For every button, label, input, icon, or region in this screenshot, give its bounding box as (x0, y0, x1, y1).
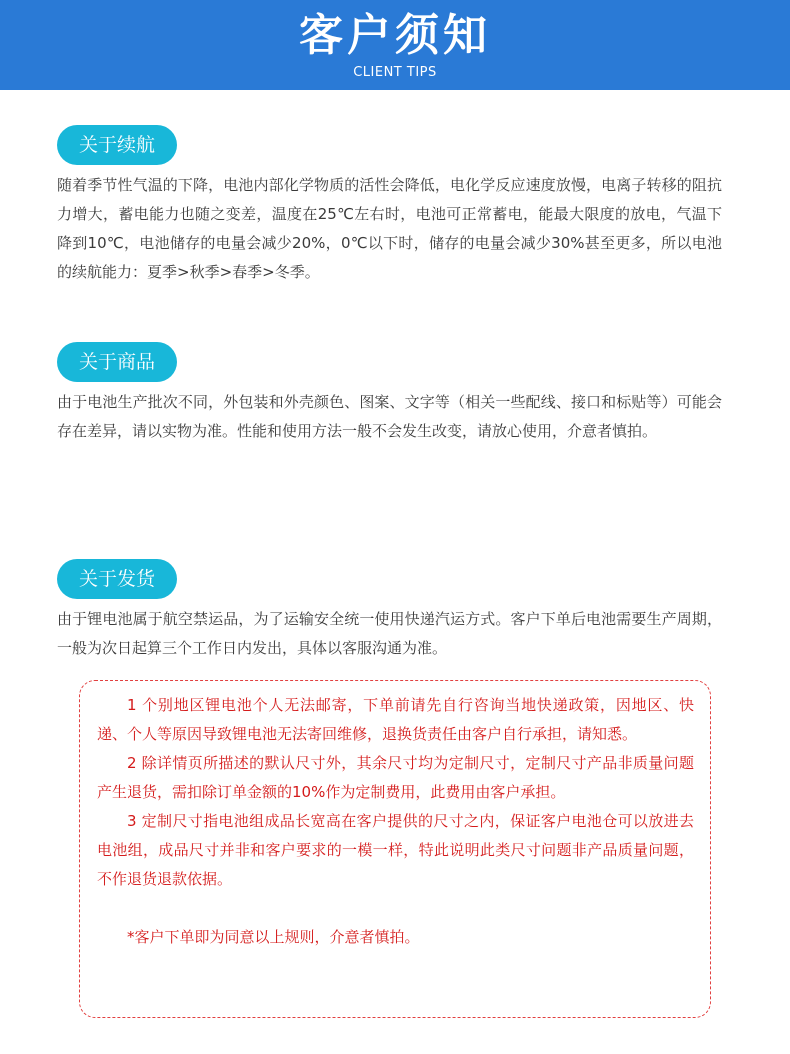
section-paragraph: 随着季节性气温的下降，电池内部化学物质的活性会降低，电化学反应速度放慢，电离子转移的阻抗力增大，蓄电能力也随之变差，温度在25℃左右时，电池可正常蓄电，能最大限度的放电，气温下降到10℃，电池储存的电量会减少20%，0℃以下时，储存的电量会减少30%甚至更多，所以电池的续航能力：夏季>秋季>春季>冬季。 (57, 176, 722, 281)
header-banner (0, 0, 790, 90)
section-heading-pill: 关于商品 (57, 342, 177, 382)
section-shipping (57, 559, 722, 663)
page-subtitle: CLIENT TIPS (353, 65, 437, 80)
page-title: 客户须知 (299, 10, 491, 61)
notice-item: 2 除详情页所描述的默认尺寸外，其余尺寸均为定制尺寸，定制尺寸产品非质量问题产生退货，需扣除订单金额的10%作为定制费用，此费用由客户承担。 (97, 754, 694, 801)
section-paragraph: 由于锂电池属于航空禁运品，为了运输安全统一使用快递汽运方式。客户下单后电池需要生产周期，一般为次日起算三个工作日内发出，具体以客服沟通为准。 (57, 610, 722, 657)
section-battery-life (57, 125, 722, 287)
notice-spacer (97, 894, 694, 923)
section-paragraph: 由于电池生产批次不同，外包装和外壳颜色、图案、文字等（相关一些配线、接口和标贴等）可能会存在差异，请以实物为准。性能和使用方法一般不会发生改变，请放心使用，介意者慎拍。 (57, 393, 722, 440)
notice-footer: *客户下单即为同意以上规则，介意者慎拍。 (127, 928, 420, 946)
section-product (57, 342, 722, 446)
section-heading-pill: 关于发货 (57, 559, 177, 599)
notice-item: 3 定制尺寸指电池组成品长宽高在客户提供的尺寸之内，保证客户电池仓可以放进去电池组，成品尺寸并非和客户要求的一模一样，特此说明此类尺寸问题非产品质量问题，不作退货退款依据。 (97, 812, 694, 888)
notice-item: 1 个别地区锂电池个人无法邮寄，下单前请先自行咨询当地快递政策，因地区、快递、个人等原因导致锂电池无法寄回维修，退换货责任由客户自行承担，请知悉。 (97, 696, 694, 743)
section-heading-pill: 关于续航 (57, 125, 177, 165)
notice-box (79, 680, 711, 1018)
